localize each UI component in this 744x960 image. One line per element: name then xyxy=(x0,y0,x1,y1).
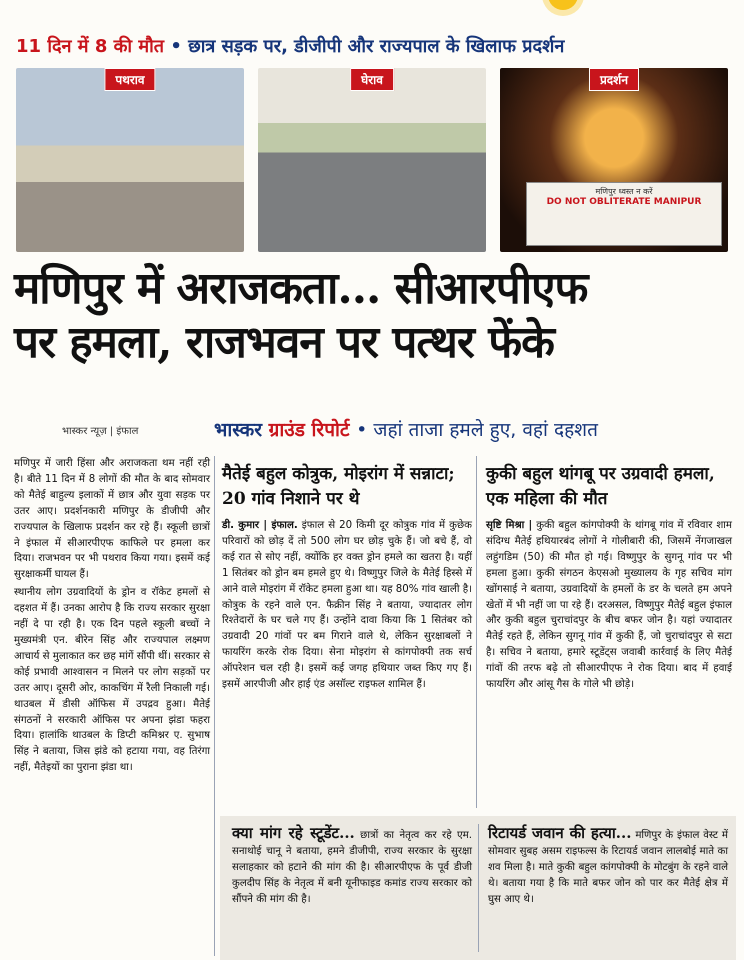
kicker-text: • छात्र सड़क पर, डीजीपी और राज्यपाल के खिलाफ प्रदर्शन xyxy=(170,36,565,57)
column-divider xyxy=(476,456,477,808)
box-divider xyxy=(478,824,479,952)
photo-tag: प्रदर्शन xyxy=(589,68,639,91)
box-right-headline: रिटायर्ड जवान की हत्या... xyxy=(488,824,632,842)
sidebar-box xyxy=(220,816,736,960)
box-left-story xyxy=(232,826,472,908)
photo-protest xyxy=(500,68,728,252)
left-story-para-2: स्थानीय लोग उग्रवादियों के ड्रोन व रॉकेट हमलों से दहशत में हैं। उनका आरोप है कि राज्य सरकार सुरक्षा नहीं दे पा रही है। एक दिन पहले स्कूली बच्चों ने मुख्यमंत्री एन. बीरेन सिंह और राज्यपाल लक्ष्मण आचार्य से मुलाकात कर छह मांगें सौंपी थीं। सरकार से कोई प्रभावी आश्वासन न मिलने पर लोग सड़कों पर उतर आए। दूसरी ओर, काकचिंग में रैली निकाली गई। थाउबल में डीसी ऑफिस में उपद्रव हुआ। मैतेई संगठनों ने सरकारी ऑफिस पर अपना झंडा फहरा दिया। हालांकि थाउबल के डिप्टी कमिश्नर ए. सुभाष सिंह ने बताया, जिस झंडे को हटाया गया, वह तिरंगा नहीं, मैतेइयों का पुराना झंडा था। xyxy=(14,587,210,774)
report-label: ग्राउंड रिपोर्ट xyxy=(268,419,350,441)
mid-story-headline: मैतेई बहुल कोत्रुक, मोइरांग में सन्नाटा; 20 गांव निशाने पर थे xyxy=(222,464,455,509)
photo-gherao xyxy=(258,68,486,252)
banner-text-english: DO NOT OBLITERATE MANIPUR xyxy=(546,197,702,207)
box-right-text: मणिपुर के इंफाल वेस्ट में सोमवार सुबह असम राइफल्स के रिटायर्ड जवान लालबोई माते का शव मिला है। माते कुकी बहुल कांगपोक्पी के मोटबुंग के रहने वाले थे। बताया गया है कि माते बफर जोन को पार कर मैतेई क्षेत्र में घुस आए थे। xyxy=(488,830,728,905)
headline-line-2: पर हमला, राजभवन पर पत्थर फेंके xyxy=(14,317,554,368)
main-headline xyxy=(14,262,730,370)
kicker-line xyxy=(16,34,728,58)
column-divider xyxy=(214,456,215,956)
right-story-text: कुकी बहुल कांगपोक्पी के थांगबू गांव में रविवार शाम संदिग्ध मैतेई हथियारबंद लोगों ने गोलीबारी की, जिसमें नेंगजाखल लहुंगडिम (50) की मौत हो गई। विष्णुपुर के सुगनू गांव पर भी हमला हुआ। कुकी संगठन केएसओ मुख्यालय के गृह सचिव मांग खोंगसाई ने बताया, उग्रवादियों के हमलों के डर के चलते हम अपने खेतों में भी नहीं जा पा रहे हैं। दरअसल, विष्णुपुर मैतेई बहुल इंफाल और कुकी बहुल चुराचांदपुर के बीच बफर जोन है। यहां ज्यादातर मैतेई रहते हैं, लेकिन सुगनू गांव में कुकी हैं, जो चुराचांदपुर से सटा है। सचिव ने बताया, हमारे स्टूडेंट्स जवाबी कार्रवाई के लिए मैतेई गांवों की तरफ बढ़े तो सीआरपीएफ ने रोक दिया। बाद में हवाई फायरिंग और आंसू गैस के गोले भी छोड़े। xyxy=(486,520,732,691)
mid-story-byline: डी. कुमार | इंफाल. xyxy=(222,520,298,531)
mid-story-text: इंफाल से 20 किमी दूर कोत्रुक गांव में कुछेक परिवारों को छोड़ दें तो 500 लोग घर छोड़ चुके हैं। जो बचे हैं, वो कई रात से सोए नहीं, क्योंकि हर वक्त ड्रोन हमले का खतरा है। यहीं 1 सितंबर को ड्रोन बम हमले हुए थे। विष्णुपुर जिले के मैतेई हिस्से में आने वाले मोइरांग में रॉकेट हमला हुआ था। यह 80% गांव खाली है। कोत्रुक के रहने वाले एन. फैक्रीन सिंह ने बताया, ज्यादातर लोग रिश्तेदारों के घर चले गए हैं। उन्होंने दावा किया कि 1 सितंबर को उग्रवादी 20 गांवों पर बम गिराने वाले थे, लेकिन सुरक्षाबलों ने फायरिंग करके रोक दिया। सेना मोइरांग से कांगपोक्पी तक सर्च ऑपरेशन चल रही है। इसमें कई जगह हथियार जब्त किए गए हैं। इसमें आरपीजी और हाई एंड असॉल्ट राइफल शामिल हैं। xyxy=(222,520,472,691)
report-brand: भास्कर xyxy=(214,419,263,441)
box-left-text: छात्रों का नेतृत्व कर रहे एम. सनाथोई चानू ने बताया, हमने डीजीपी, राज्य सरकार के सुरक्षा सलाहकार को हटाने की मांग की है। सीआरपीएफ के पूर्व डीजी कुलदीप सिंह के नेतृत्व में बनी यूनीफाइड कमांड राज्य सरकार को सौंपने की मांग की है। xyxy=(232,830,472,905)
byline-left: भास्कर न्यूज़ | इंफाल xyxy=(62,426,139,437)
sun-graphic xyxy=(548,0,578,10)
box-left-headline: क्या मांग रहे स्टूडेंट... xyxy=(232,824,355,842)
ground-report-strip xyxy=(214,416,732,446)
photo-stone-pelting xyxy=(16,68,244,252)
left-story-para-1: मणिपुर में जारी हिंसा और अराजकता थम नहीं रही है। बीते 11 दिन में 8 लोगों की मौत के बाद सोमवार को मैतेई बाहुल्य इलाकों में छात्र और युवा सड़क पर उतर आए। प्रदर्शनकारी मणिपुर के डीजीपी और राज्यपाल के खिलाफ प्रदर्शन कर रहे हैं। स्कूली छात्रों ने इंफाल में सीआरपीएफ काफिले पर हमला कर दिया। राजभवन पर भी पथराव किया गया। इसमें कई सुरक्षाकर्मी घायल हैं। xyxy=(14,458,210,581)
right-story-byline: सृष्टि मिश्रा | xyxy=(486,520,533,531)
headline-line-1: मणिपुर में अराजकता... सीआरपीएफ xyxy=(14,263,588,314)
kicker-highlight: 11 दिन में 8 की मौत xyxy=(16,36,165,57)
photo-strip xyxy=(16,68,728,252)
protest-banner xyxy=(526,182,722,246)
mid-story-body xyxy=(222,518,472,693)
banner-text-hindi: मणिपुर ध्वस्त न करें xyxy=(595,187,653,196)
photo-tag: घेराव xyxy=(350,68,394,91)
right-story-body xyxy=(486,518,732,693)
right-story-headline: कुकी बहुल थांगबू पर उग्रवादी हमला, एक महिला की मौत xyxy=(486,464,715,509)
photo-tag: पथराव xyxy=(104,68,155,91)
report-subtitle: • जहां ताजा हमले हुए, वहां दहशत xyxy=(356,419,598,441)
left-story xyxy=(14,456,210,778)
box-right-story xyxy=(488,826,728,908)
